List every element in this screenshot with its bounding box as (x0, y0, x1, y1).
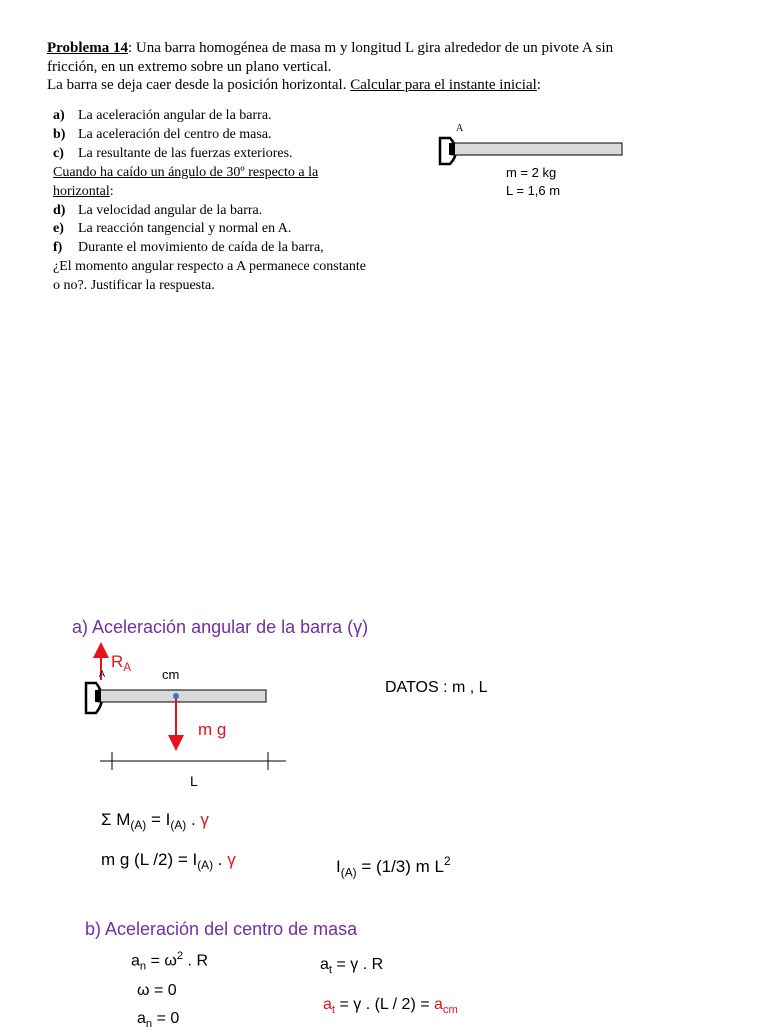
equation-normal-accel: $a_n = \omega^2$ . R (131, 950, 208, 973)
condition-line-2: horizontal: (53, 184, 114, 199)
intro-line-3: La barra se deja caer desde la posición horizontal. Calcular para el instante inicial: (47, 77, 541, 93)
section-a-heading: a) Aceleración angular de la barra (γ) (72, 617, 369, 637)
calc-instruction: Calcular para el instante inicial (350, 77, 537, 93)
equation-normal-accel-zero: $a_n = 0$ (137, 1010, 180, 1030)
list-item-e: e) La reacción tangencial y normal en A. (53, 221, 292, 236)
condition-line-1: Cuando ha caído un ángulo de 30º respecto a la (53, 165, 319, 180)
cm-label: cm (162, 667, 180, 682)
problem-title-line: Problema 14: Una barra homogénea de masa m y longitud L gira alrededor de un pivote A sin (47, 40, 614, 56)
equation-moment: m g (L $/2) = I_{(A)}$ . γ (101, 850, 236, 873)
question-line-1: ¿El momento angular respecto a A permanece constante (53, 259, 366, 274)
equation-inertia: $I_{(A)} = (1/3)$ m $L^2$ (336, 854, 451, 880)
center-of-mass-dot (173, 693, 179, 699)
equation-omega-zero: ω = 0 (137, 982, 177, 999)
bar (98, 690, 266, 702)
datos-label: DATOS : m , L (385, 679, 488, 696)
pivot-label-a-small: A (99, 669, 106, 679)
length-label: L (190, 773, 198, 789)
list-item-d: d) La velocidad angular de la barra. (53, 203, 263, 218)
mass-value: m = 2 kg (506, 165, 557, 180)
list-item-f: f) Durante el movimiento de caída de la barra, (53, 240, 324, 255)
bar (452, 143, 622, 155)
equation-tangential-accel: $a_t = \gamma$ . R (320, 956, 384, 976)
reaction-label: $R_A$ (111, 652, 132, 675)
pivot-label-a: A (456, 123, 464, 134)
pivot-block (449, 143, 455, 155)
list-item-b: b) La aceleración del centro de masa. (53, 127, 272, 142)
equation-moment-sum: Σ $M_{(A)} = I_{(A)}$ . γ (101, 810, 209, 833)
equation-tangential-accel-cm: $a_t = \gamma$ . $(L / 2) = a_{cm}$ (323, 996, 458, 1016)
length-value: L = 1,6 m (506, 183, 561, 198)
intro-line-2: fricción, en un extremo sobre un plano vertical. (47, 59, 332, 75)
weight-label: m g (198, 720, 227, 739)
question-line-2: o no?. Justificar la respuesta. (53, 278, 215, 293)
problem-title: Problema 14 (47, 40, 128, 56)
intro-line-1: Una barra homogénea de masa m y longitud L gira alrededor de un pivote A sin (132, 40, 614, 56)
section-b-heading: b) Aceleración del centro de masa (85, 919, 358, 939)
pivot-block (95, 690, 101, 702)
list-item-c: c) La resultante de las fuerzas exteriores. (53, 146, 293, 161)
list-item-a: a) La aceleración angular de la barra. (53, 108, 272, 123)
